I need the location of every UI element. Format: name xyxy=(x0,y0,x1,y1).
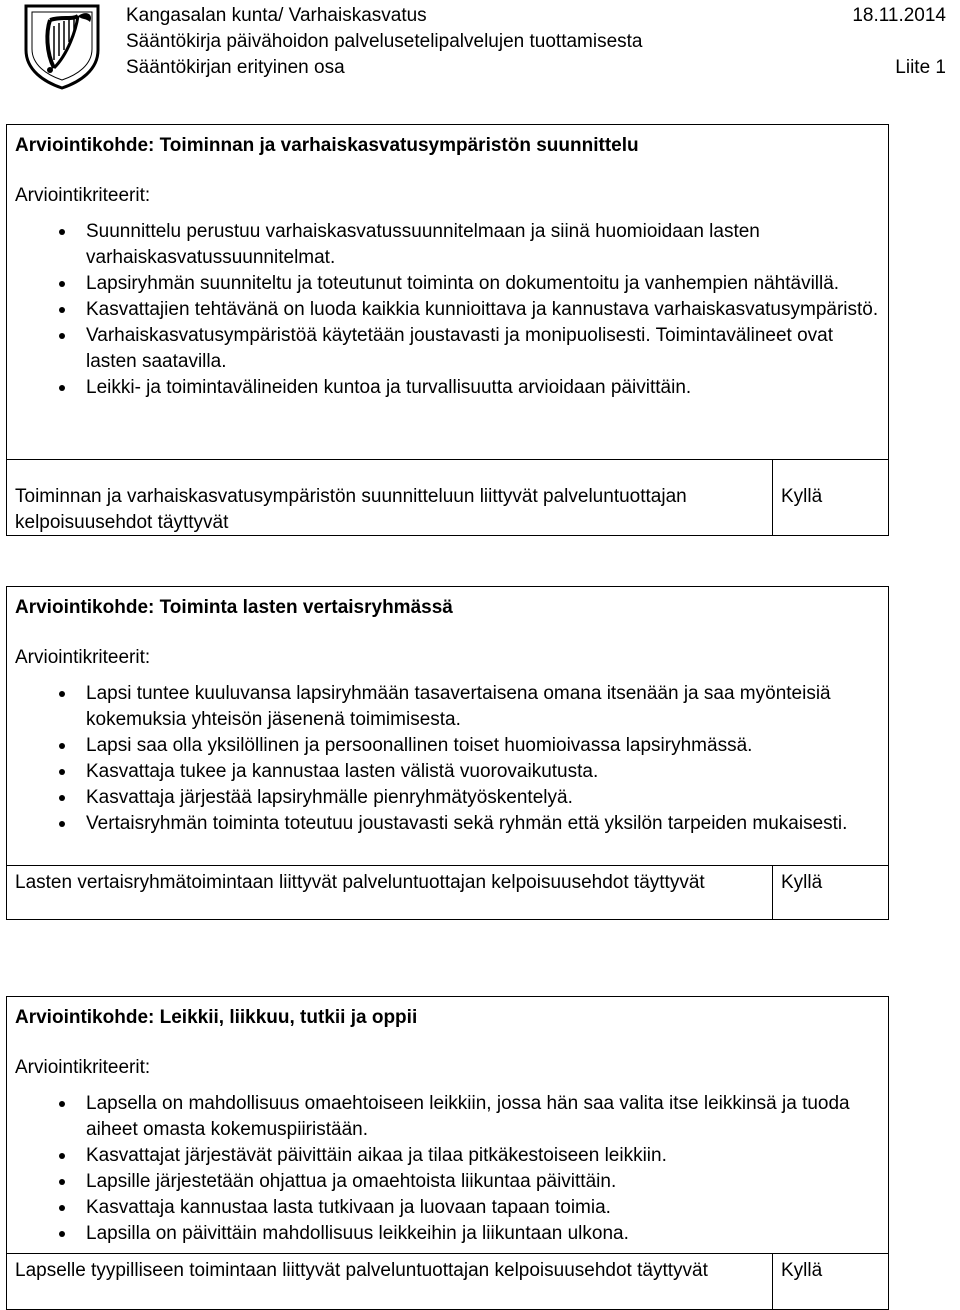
section-title: Arviointikohde: Toiminta lasten vertaisryhmässä xyxy=(15,597,453,618)
criteria-item: Kasvattaja kannustaa lasta tutkivaan ja luovaan tapaan toimia. xyxy=(15,1195,880,1221)
municipal-crest-logo xyxy=(20,2,104,90)
section-title: Arviointikohde: Leikkii, liikkuu, tutkii ja oppii xyxy=(15,1007,418,1028)
result-row xyxy=(6,460,889,536)
criteria-item: Leikki- ja toimintavälineiden kuntoa ja turvallisuutta arvioidaan päivittäin. xyxy=(15,375,880,401)
criteria-list xyxy=(15,681,880,837)
criteria-box xyxy=(6,586,889,866)
criteria-label: Arviointikriteerit: xyxy=(15,647,151,668)
result-value: Kyllä xyxy=(772,866,888,919)
criteria-item: Lapsiryhmän suunniteltu ja toteutunut toiminta on dokumentoitu ja vanhempien nähtävillä. xyxy=(15,271,880,297)
result-text: Lapselle tyypilliseen toimintaan liittyvät palveluntuottajan kelpoisuusehdot täyttyvät xyxy=(15,1260,708,1281)
section-title: Arviointikohde: Toiminnan ja varhaiskasvatusympäristön suunnittelu xyxy=(15,135,639,156)
criteria-label: Arviointikriteerit: xyxy=(15,185,151,206)
result-text: Toiminnan ja varhaiskasvatusympäristön suunnitteluun liittyvät palveluntuottajan kelpoisuusehdot täyttyvät xyxy=(15,486,687,533)
criteria-list xyxy=(15,1091,880,1247)
header-date: 18.11.2014 xyxy=(852,5,946,26)
assessment-section-peer-group xyxy=(6,586,889,920)
header-document-title: Sääntökirja päivähoidon palvelusetelipalvelujen tuottamisesta xyxy=(126,31,643,52)
result-value: Kyllä xyxy=(772,1254,888,1309)
criteria-item: Vertaisryhmän toiminta toteutuu joustavasti sekä ryhmän että yksilön tarpeiden mukaisesti. xyxy=(15,811,880,837)
result-row xyxy=(6,1254,889,1310)
criteria-item: Lapsi saa olla yksilöllinen ja persoonallinen toiset huomioivassa lapsiryhmässä. xyxy=(15,733,880,759)
criteria-item: Kasvattajien tehtävänä on luoda kaikkia kunnioittava ja kannustava varhaiskasvatusympäristö. xyxy=(15,297,880,323)
criteria-list xyxy=(15,219,880,401)
criteria-item: Kasvattaja tukee ja kannustaa lasten välistä vuorovaikutusta. xyxy=(15,759,880,785)
criteria-item: Kasvattajat järjestävät päivittäin aikaa ja tilaa pitkäkestoiseen leikkiin. xyxy=(15,1143,880,1169)
header-appendix: Liite 1 xyxy=(895,57,946,78)
result-text: Lasten vertaisryhmätoimintaan liittyvät palveluntuottajan kelpoisuusehdot täyttyvät xyxy=(15,872,705,893)
criteria-item: Varhaiskasvatusympäristöä käytetään joustavasti ja monipuolisesti. Toimintavälineet ovat lasten saatavilla. xyxy=(15,323,880,375)
criteria-item: Lapsella on mahdollisuus omaehtoiseen leikkiin, jossa hän saa valita itse leikkinsä ja tuoda aiheet omasta kokemuspiiristään. xyxy=(15,1091,880,1143)
criteria-item: Lapsilla on päivittäin mahdollisuus leikkeihin ja liikuntaan ulkona. xyxy=(15,1221,880,1247)
header-organization: Kangasalan kunta/ Varhaiskasvatus xyxy=(126,5,427,26)
result-row xyxy=(6,866,889,920)
criteria-box xyxy=(6,996,889,1254)
criteria-item: Lapsille järjestetään ohjattua ja omaehtoista liikuntaa päivittäin. xyxy=(15,1169,880,1195)
criteria-item: Suunnittelu perustuu varhaiskasvatussuunnitelmaan ja siinä huomioidaan lasten varhaiskasvatussuunnitelmat. xyxy=(15,219,880,271)
result-value: Kyllä xyxy=(772,460,888,535)
criteria-item: Kasvattaja järjestää lapsiryhmälle pienryhmätyöskentelyä. xyxy=(15,785,880,811)
criteria-label: Arviointikriteerit: xyxy=(15,1057,151,1078)
criteria-item: Lapsi tuntee kuuluvansa lapsiryhmään tasavertaisena omana itsenään ja saa myönteisiä kokemuksia yhteisön jäsenenä toimimisesta. xyxy=(15,681,880,733)
assessment-section-planning xyxy=(6,124,889,536)
header-part: Sääntökirjan erityinen osa xyxy=(126,57,345,78)
criteria-box xyxy=(6,124,889,460)
assessment-section-play xyxy=(6,996,889,1310)
